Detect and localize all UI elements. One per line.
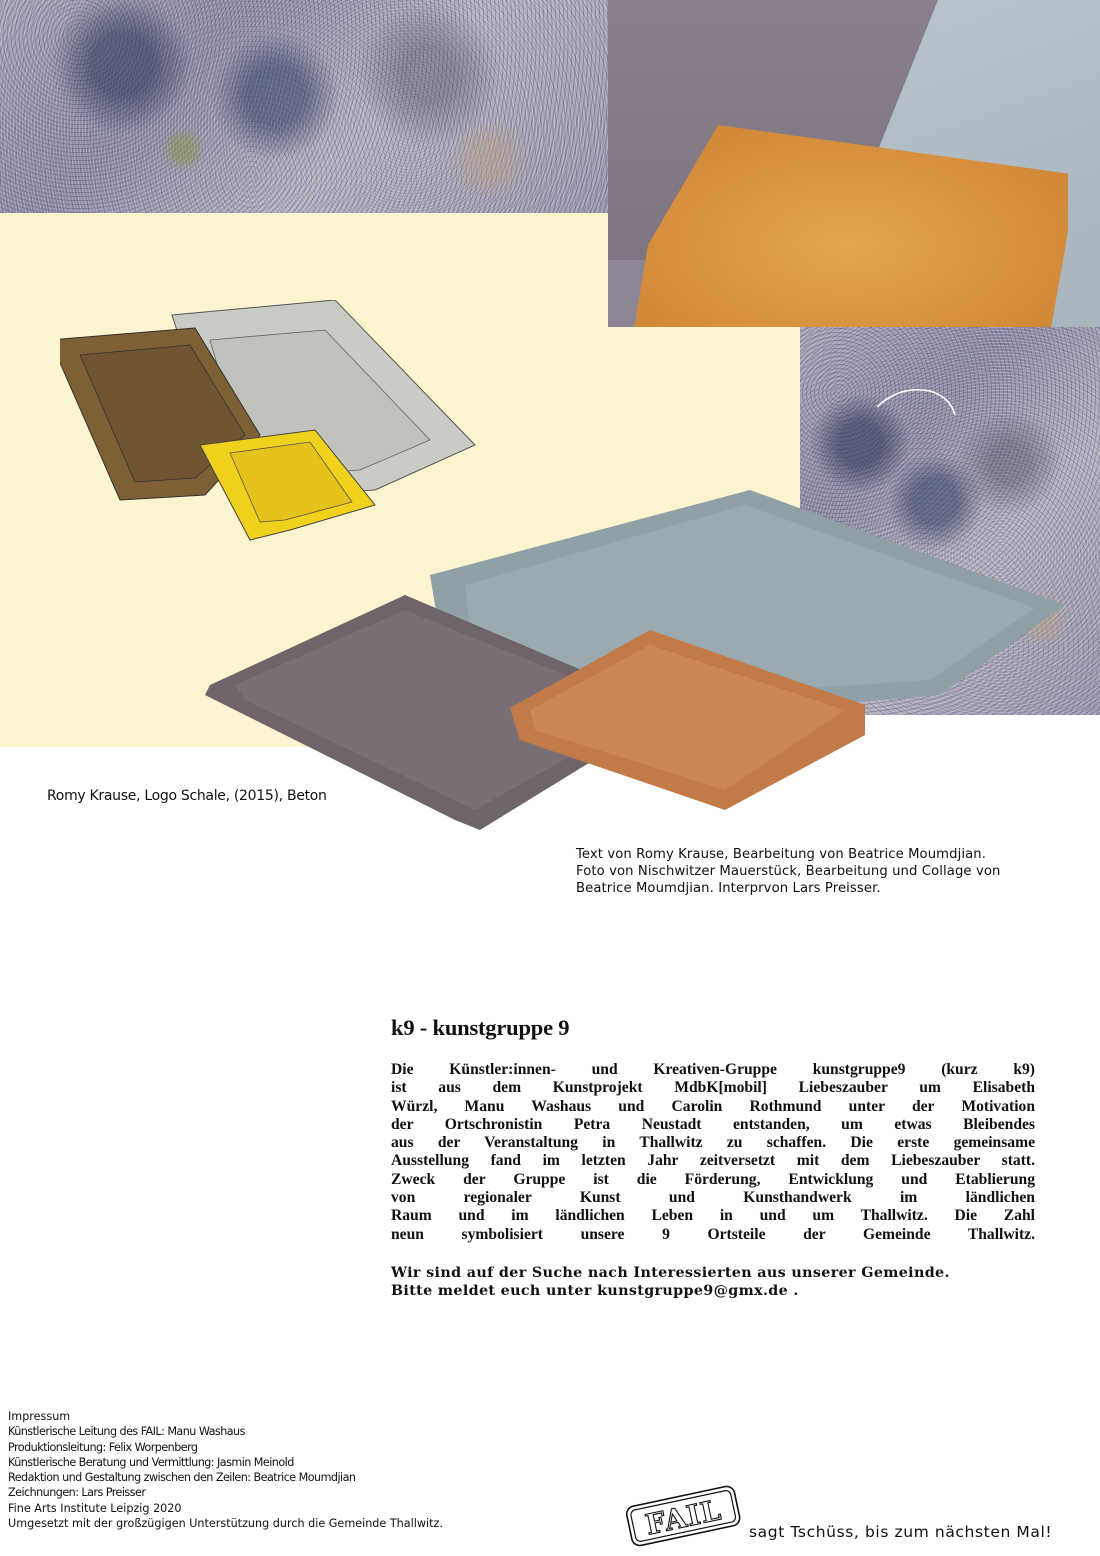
impressum-institute: Fine Arts Institute Leipzig 2020 [8, 1501, 182, 1515]
article-line: Raum und im ländlichen Leben in und um Thallwitz. Die Zahl [391, 1207, 1035, 1225]
fail-logo-text: FAIL [642, 1493, 725, 1542]
call-line-email: Bitte meldet euch unter kunstgruppe9@gmx.de . [391, 1283, 799, 1300]
article-body [391, 1061, 1035, 1244]
artwork-caption: Romy Krause, Logo Schale, (2015), Beton [47, 788, 327, 804]
impressum-line: Zeichnungen: Lars Preisser [8, 1486, 146, 1500]
impressum-line: Produktionsleitung: Felix Worpenberg [8, 1440, 198, 1454]
fail-stamp-logo-icon [622, 1482, 744, 1548]
impressum-line: Redaktion und Gestaltung zwischen den Zeilen: Beatrice Moumdjian [8, 1471, 356, 1485]
credits-line: Foto von Nischwitzer Mauerstück, Bearbeitung und Collage von [576, 864, 1001, 879]
impressum-line: Künstlerische Beratung und Vermittlung: Jasmin Meinold [8, 1455, 294, 1469]
stone-texture-top-image [0, 0, 612, 213]
credits-line: Text von Romy Krause, Bearbeitung von Beatrice Moumdjian. [576, 847, 987, 862]
article-line: aus der Veranstaltung in Thallwitz zu schaffen. Die erste gemeinsame [391, 1134, 1035, 1152]
article-line: von regionaler Kunst und Kunsthandwerk im ländlichen [391, 1189, 1035, 1207]
article-line: neun symbolisiert unsere 9 Ortsteile der Gemeinde Thallwitz. [391, 1225, 1035, 1243]
article-line: Die Künstler:innen- und Kreativen-Gruppe kunstgruppe9 (kurz k9) [391, 1061, 1035, 1078]
article-line: Ausstellung fand im letzten Jahr zeitversetzt mit dem Liebeszauber statt. [391, 1152, 1035, 1170]
call-line: Wir sind auf der Suche nach Interessierten aus unserer Gemeinde. [391, 1264, 950, 1281]
article-title: k9 - kunstgruppe 9 [391, 1015, 570, 1040]
impressum-support: Umgesetzt mit der großzügigen Unterstützung durch die Gemeinde Thallwitz. [8, 1517, 443, 1531]
impressum-line: Künstlerische Leitung des FAIL: Manu Washaus [8, 1425, 245, 1439]
credits-line: Beatrice Moumdjian. Interprvon Lars Preisser. [576, 881, 881, 896]
impressum [8, 1409, 443, 1531]
article [391, 1015, 1035, 1301]
article-line: Zweck der Gruppe ist die Förderung, Entwicklung und Etablierung [391, 1170, 1035, 1188]
concrete-plates-photo [205, 490, 1075, 830]
article-call-to-action [391, 1264, 1035, 1301]
impressum-heading: Impressum [8, 1410, 71, 1423]
credits-text [576, 846, 1046, 897]
footer-tagline: sagt Tschüss, bis zum nächsten Mal! [749, 1523, 1053, 1541]
article-line: ist aus dem Kunstprojekt MdbK[mobil] Liebeszauber um Elisabeth [391, 1079, 1035, 1097]
plates-closeup-photo [608, 0, 1100, 327]
article-line: Würzl, Manu Washaus und Carolin Rothmund unter der Motivation [391, 1097, 1035, 1115]
article-line: der Ortschronistin Petra Neustadt entstanden, um etwas Bleibendes [391, 1115, 1035, 1133]
